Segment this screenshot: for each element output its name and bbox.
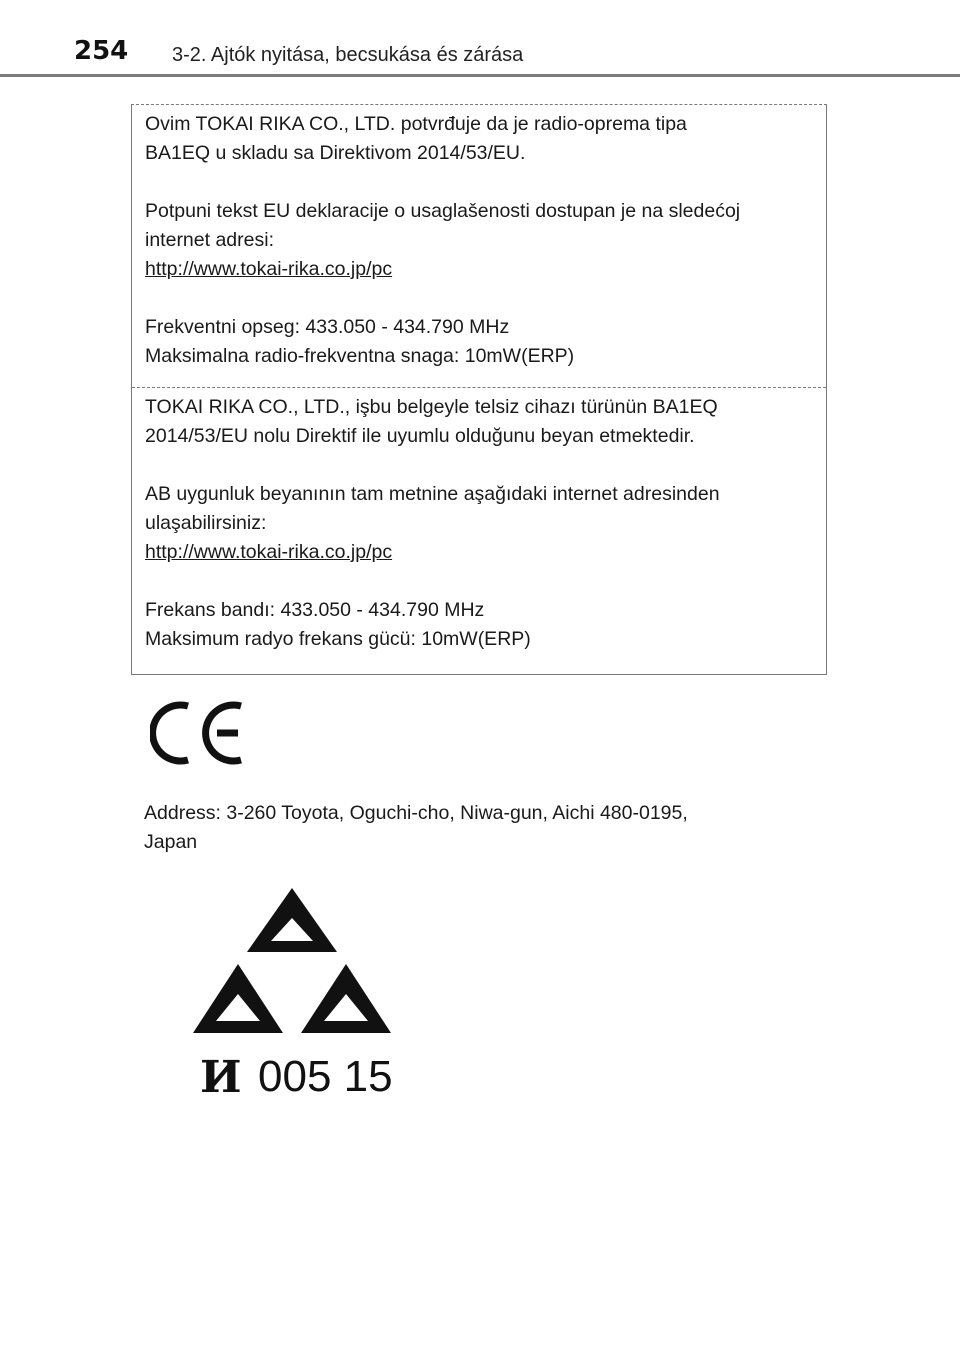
eac-triangles-icon	[190, 886, 394, 1046]
declaration-text: Ovim TOKAI RIKA CO., LTD. potvrđuje da je radio-oprema tipa	[145, 113, 687, 135]
ce-mark-icon	[150, 700, 250, 766]
section-title: 3-2. Ajtók nyitása, becsukása és zárása	[172, 44, 524, 66]
frequency-range-text: Frekventni opseg: 433.050 - 434.790 MHz	[145, 316, 510, 338]
max-power-text: Maksimum radyo frekans gücü: 10mW(ERP)	[145, 628, 531, 650]
section-divider	[132, 387, 826, 388]
address-line: Japan	[144, 831, 198, 853]
declaration-text: BA1EQ u skladu sa Direktivom 2014/53/EU.	[145, 142, 526, 164]
declaration-text: TOKAI RIKA CO., LTD., işbu belgeyle telsiz cihazı türünün BA1EQ	[145, 396, 718, 418]
declaration-text: ulaşabilirsiniz:	[145, 512, 267, 534]
eac-number: 005 15	[258, 1052, 393, 1101]
manufacturer-address	[144, 799, 688, 857]
declaration-box	[131, 104, 827, 675]
declaration-text: Potpuni tekst EU deklaracije o usaglašenosti dostupan je na sledećoj	[145, 200, 741, 222]
frequency-range-text: Frekans bandı: 433.050 - 434.790 MHz	[145, 599, 485, 621]
declaration-text: internet adresi:	[145, 229, 274, 251]
declaration-turkish	[145, 393, 816, 654]
address-line: Address: 3-260 Toyota, Oguchi-cho, Niwa-gun, Aichi 480-0195,	[144, 802, 688, 824]
declaration-url-link[interactable]: http://www.tokai-rika.co.jp/pc	[145, 541, 393, 563]
declaration-url-link[interactable]: http://www.tokai-rika.co.jp/pc	[145, 258, 393, 280]
declaration-serbian	[145, 110, 816, 371]
declaration-text: 2014/53/EU nolu Direktif ile uyumlu olduğunu beyan etmektedir.	[145, 425, 695, 447]
max-power-text: Maksimalna radio-frekventna snaga: 10mW(ERP)	[145, 345, 575, 367]
header-rule	[0, 74, 960, 77]
page-number: 254	[74, 36, 129, 66]
page-header	[0, 0, 960, 80]
declaration-text: AB uygunluk beyanının tam metnine aşağıdaki internet adresinden	[145, 483, 720, 505]
eac-letter: И	[200, 1052, 242, 1103]
